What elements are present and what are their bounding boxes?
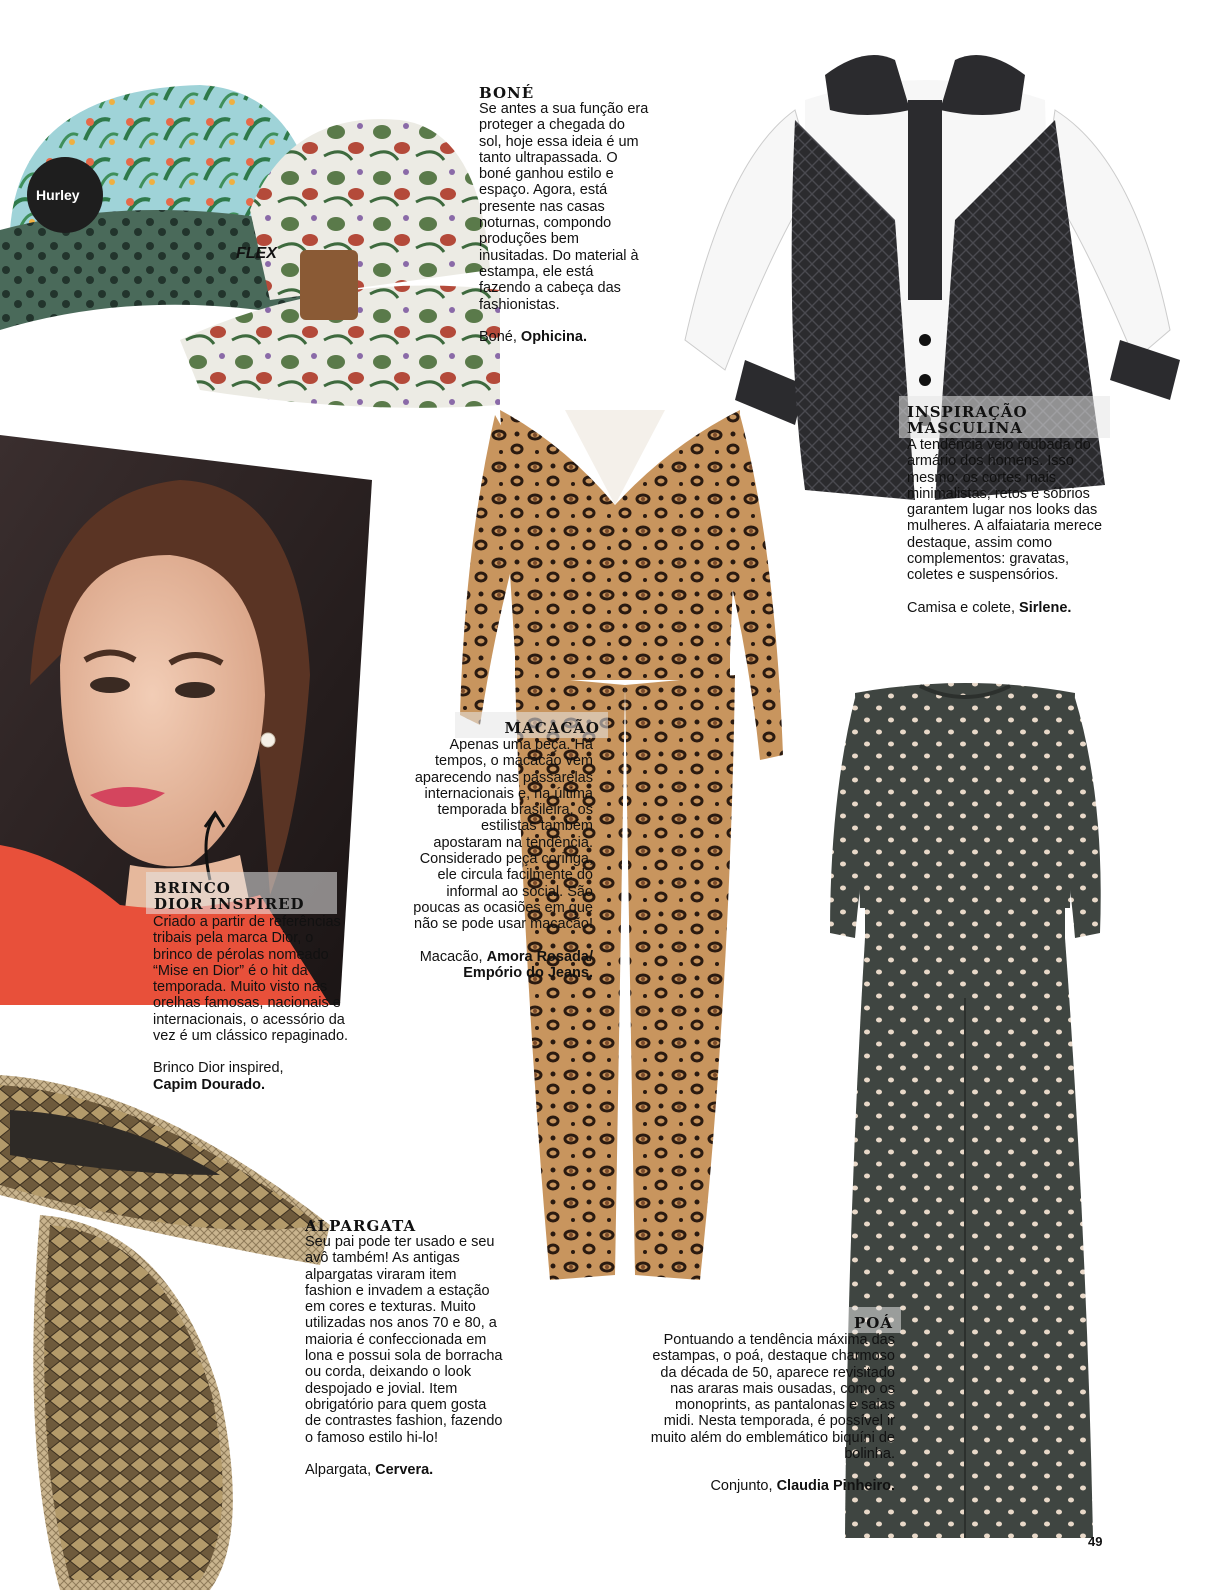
macacao-body: Apenas uma peça. Há tempos, o macacão vem aparecendo nas passarelas internacionais e, na última temporada brasileira, os estilistas também apostaram na tendência. Considerado peça coringa, ele circula facilmente do informal ao social. São poucas as ocasiões em que não se pode usar macacão! [413,737,593,933]
inspiracao-heading-line1: INSPIRAÇÃO [907,403,1028,421]
inspiracao-body: A tendência veio roubada do armário dos homens. Isso mesmo: os cortes mais minimalistas, retos e sóbrios garantem lugar nos looks das mulheres. A alfaiataria merece destaque, assim como complementos: gravatas, coletes e suspensórios. [907,437,1103,584]
alpargata-body: Seu pai pode ter usado e seu avô também! As antigas alpargatas viraram item fashion e invadem a estação em cores e texturas. Muito utilizadas nos anos 70 e 80, a maioria é confeccionada em lona e possui sola de borracha ou corda, deixando o look despojado e jovial. Item obrigatório para quem gosta de contrastes fashion, fazendo o famoso estilo hi-lo! [305,1234,503,1446]
brinco-body: Criado a partir de referências tribais pela marca Dior, o brinco de pérolas nomeado “Mise en Dior” é o hit da temporada. Muito visto nas orelhas famosas, nacionais e internacionais, o acessório da vez é um clássico repaginado. [153,914,349,1045]
inspiracao-heading-box [899,396,1110,438]
poa-section [645,1332,895,1495]
bone-heading: BONÉ [479,84,535,102]
macacao-credit-line2: Empório do Jeans. [463,964,593,981]
caps-photo [0,70,500,415]
poa-heading: POÁ [854,1314,893,1332]
bone-section [479,85,649,345]
page-number: 49 [1088,1534,1103,1549]
cap-logo-hurley: Hurley [36,187,80,203]
espadrilles-photo [0,1065,345,1595]
inspiracao-credit: Camisa e colete, Sirlene. [907,599,1072,616]
bone-credit: Boné, Ophicina. [479,328,587,345]
alpargata-section [305,1218,505,1478]
brinco-heading-box [146,872,337,914]
inspiracao-heading-line2: MASCULINA [907,419,1024,437]
alpargata-heading: ALPARGATA [305,1217,417,1235]
bone-body: Se antes a sua função era proteger a chegada do sol, hoje essa ideia é um tanto ultrapassada. O boné ganhou estilo e espaço. Agora, está presente nas casas noturnas, compondo produções bem inusitadas. Do material à estampa, ele está fazendo a cabeça das fashionistas. [479,101,649,313]
poa-credit: Conjunto, Claudia Pinheiro. [710,1478,895,1495]
poa-heading-box [848,1307,901,1333]
macacao-heading-box [455,712,608,738]
alpargata-credit: Alpargata, Cervera. [305,1461,434,1478]
macacao-section [410,737,593,981]
inspiracao-section [907,437,1107,616]
brinco-heading-line2: DIOR INSPIRED [154,895,305,913]
brinco-credit-brand: Capim Dourado. [153,1076,265,1093]
macacao-heading: MACACÃO [504,719,600,737]
brinco-credit-prefix: Brinco Dior inspired, [153,1060,284,1077]
brinco-heading-line1: BRINCO [154,879,231,897]
cap-logo-flex: FLEX [236,245,277,262]
macacao-credit: Macacão, Amora Rosada/ [419,948,593,965]
poa-body: Pontuando a tendência máxima das estampas, o poá, destaque charmoso da década de 50, aparece revisitado nas araras mais ousadas, como os monoprints, as pantalonas e saias midi. Nesta temporada, é possível ir muito além do emblemático biquíni de bolinha. [650,1332,895,1463]
